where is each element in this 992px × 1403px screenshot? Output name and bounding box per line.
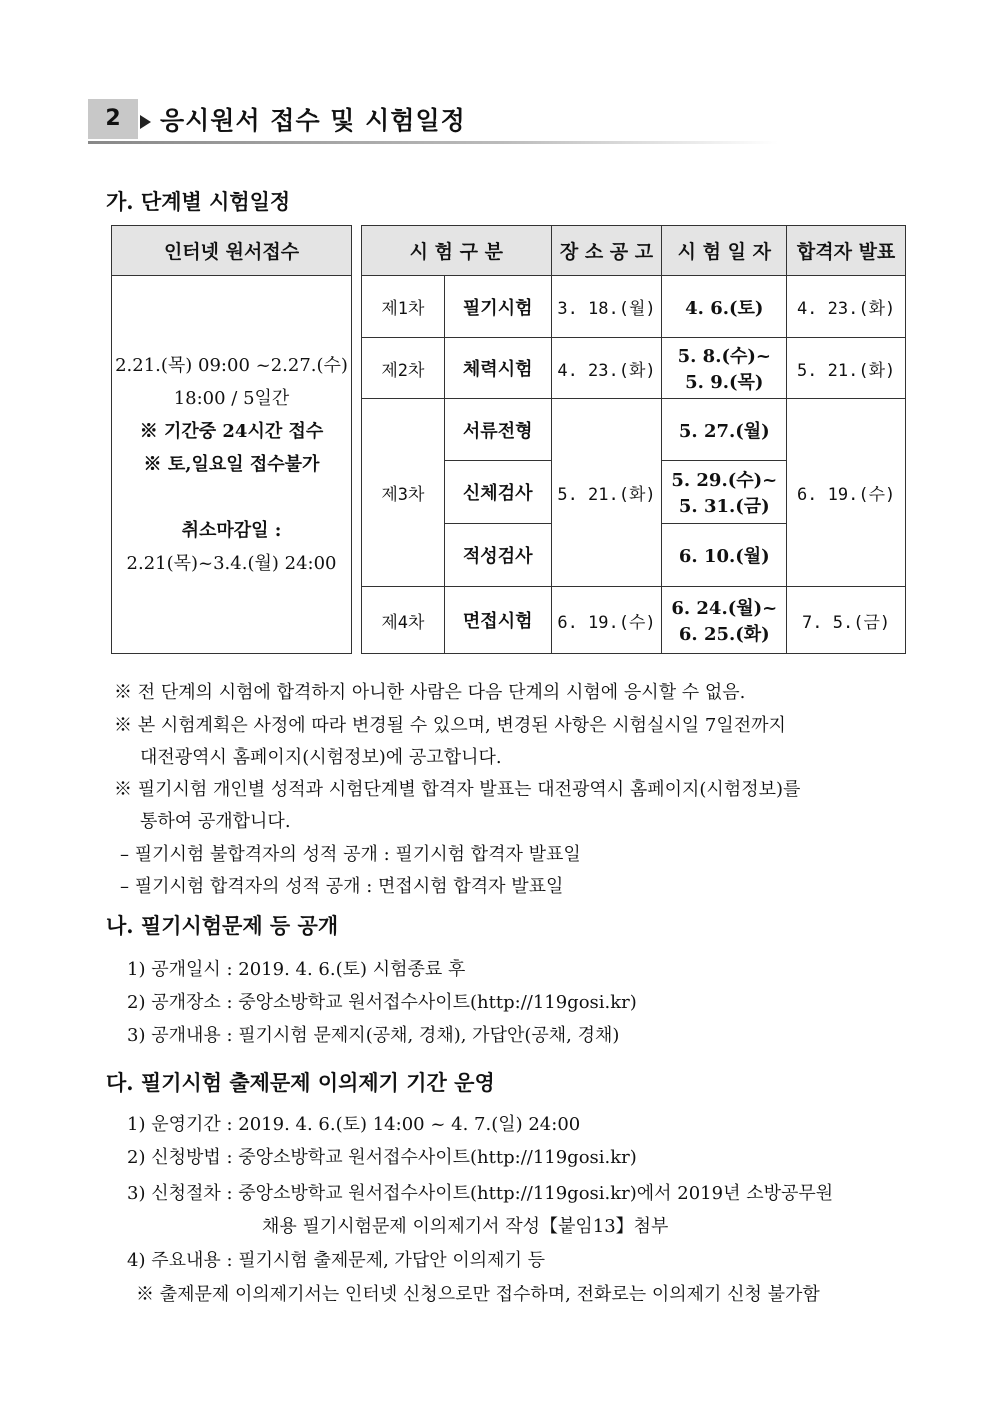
reg-line: 2.21.(목) 09:00 ~2.27.(수) <box>115 355 348 376</box>
section-divider <box>88 141 778 144</box>
stage-cell: 제1차 <box>362 276 445 338</box>
subheading-c: 다. 필기시험 출제문제 이의제기 기간 운영 <box>106 1070 495 1095</box>
list-item: 채용 필기시험문제 이의제기서 작성【붙임13】첨부 <box>262 1216 669 1237</box>
date-line: 5. 31.(금) <box>678 496 770 517</box>
result-cell: 5. 21.(화) <box>787 338 906 399</box>
result-cell: 7. 5.(금) <box>787 587 906 654</box>
date-line: 6. 25.(화) <box>678 624 770 645</box>
list-item: 2) 신청방법 : 중앙소방학교 원서접수사이트(http://119gosi.kr) <box>127 1147 637 1168</box>
stage-cell: 제2차 <box>362 338 445 399</box>
table-row <box>362 399 906 461</box>
notice-cell: 3. 18.(월) <box>551 276 662 338</box>
note-line: ※ 본 시험계획은 사정에 따라 변경될 수 있으며, 변경된 사항은 시험실시일 7일전까지 <box>114 715 786 736</box>
section-title: 응시원서 접수 및 시험일정 <box>160 106 466 135</box>
schedule-table <box>361 225 906 654</box>
list-item: 4) 주요내용 : 필기시험 출제문제, 가답안 이의제기 등 <box>127 1250 546 1271</box>
date-cell: 5. 27.(월) <box>662 399 787 461</box>
date-line: 6. 24.(월)~ <box>671 598 778 619</box>
reg-line: ※ 토,일요일 접수불가 <box>143 454 320 475</box>
date-cell: 4. 6.(토) <box>662 276 787 338</box>
notice-cell: 6. 19.(수) <box>551 587 662 654</box>
list-item: 3) 신청절차 : 중앙소방학교 원서접수사이트(http://119gosi.kr)에서 2019년 소방공무원 <box>127 1183 834 1204</box>
note-line: 통하여 공개합니다. <box>140 811 291 832</box>
note-line: – 필기시험 합격자의 성적 공개 : 면접시험 합격자 발표일 <box>120 876 564 897</box>
table-row <box>362 338 906 399</box>
reg-line: 2.21(목)~3.4.(월) 24:00 <box>126 553 337 574</box>
registration-header: 인터넷 원서접수 <box>112 226 352 276</box>
arrow-icon <box>140 115 151 129</box>
note-line: – 필기시험 불합격자의 성적 공개 : 필기시험 합격자 발표일 <box>120 844 581 865</box>
reg-line: ※ 기간중 24시간 접수 <box>139 421 324 442</box>
reg-line <box>112 481 351 514</box>
header-exam-type: 시 험 구 분 <box>362 226 552 276</box>
notice-cell: 4. 23.(화) <box>551 338 662 399</box>
list-item: 1) 운영기간 : 2019. 4. 6.(토) 14:00 ~ 4. 7.(일) 24:00 <box>127 1114 581 1135</box>
section-number: 2 <box>88 99 138 139</box>
list-item: 3) 공개내용 : 필기시험 문제지(공채, 경채), 가답안(공채, 경채) <box>127 1025 620 1046</box>
exam-cell: 체력시험 <box>444 338 551 399</box>
date-cell: 6. 10.(월) <box>662 524 787 587</box>
date-line: 5. 8.(수)~ <box>677 346 771 367</box>
result-cell: 4. 23.(화) <box>787 276 906 338</box>
list-item: 2) 공개장소 : 중앙소방학교 원서접수사이트(http://119gosi.kr) <box>127 992 637 1013</box>
note-line: ※ 필기시험 개인별 성적과 시험단계별 합격자 발표는 대전광역시 홈페이지(시험정보)를 <box>114 779 801 800</box>
date-cell <box>662 461 787 524</box>
stage-cell: 제3차 <box>362 399 445 587</box>
header-notice: 장 소 공 고 <box>551 226 662 276</box>
reg-line: 취소마감일 : <box>181 520 282 541</box>
note-line: ※ 전 단계의 시험에 합격하지 아니한 사람은 다음 단계의 시험에 응시할 수 없음. <box>114 682 746 703</box>
table-row <box>362 276 906 338</box>
date-cell <box>662 587 787 654</box>
exam-cell: 서류전형 <box>444 399 551 461</box>
list-item: ※ 출제문제 이의제기서는 인터넷 신청으로만 접수하며, 전화로는 이의제기 신청 불가함 <box>136 1284 820 1305</box>
exam-cell: 적성검사 <box>444 524 551 587</box>
result-cell: 6. 19.(수) <box>787 399 906 587</box>
date-line: 5. 29.(수)~ <box>671 470 778 491</box>
date-cell <box>662 338 787 399</box>
registration-info <box>112 276 352 654</box>
exam-cell: 면접시험 <box>444 587 551 654</box>
subheading-a: 가. 단계별 시험일정 <box>106 189 291 214</box>
list-item: 1) 공개일시 : 2019. 4. 6.(토) 시험종료 후 <box>127 959 466 980</box>
stage-cell: 제4차 <box>362 587 445 654</box>
section-header <box>88 93 788 149</box>
subheading-b: 나. 필기시험문제 등 공개 <box>106 913 339 938</box>
header-exam-date: 시 험 일 자 <box>662 226 787 276</box>
date-line: 5. 9.(목) <box>685 372 764 393</box>
exam-cell: 신체검사 <box>444 461 551 524</box>
note-line: 대전광역시 홈페이지(시험정보)에 공고합니다. <box>140 747 502 768</box>
exam-cell: 필기시험 <box>444 276 551 338</box>
table-row <box>362 587 906 654</box>
registration-table <box>111 225 352 654</box>
notice-cell: 5. 21.(화) <box>551 399 662 587</box>
header-result: 합격자 발표 <box>787 226 906 276</box>
reg-line: 18:00 / 5일간 <box>173 388 290 409</box>
